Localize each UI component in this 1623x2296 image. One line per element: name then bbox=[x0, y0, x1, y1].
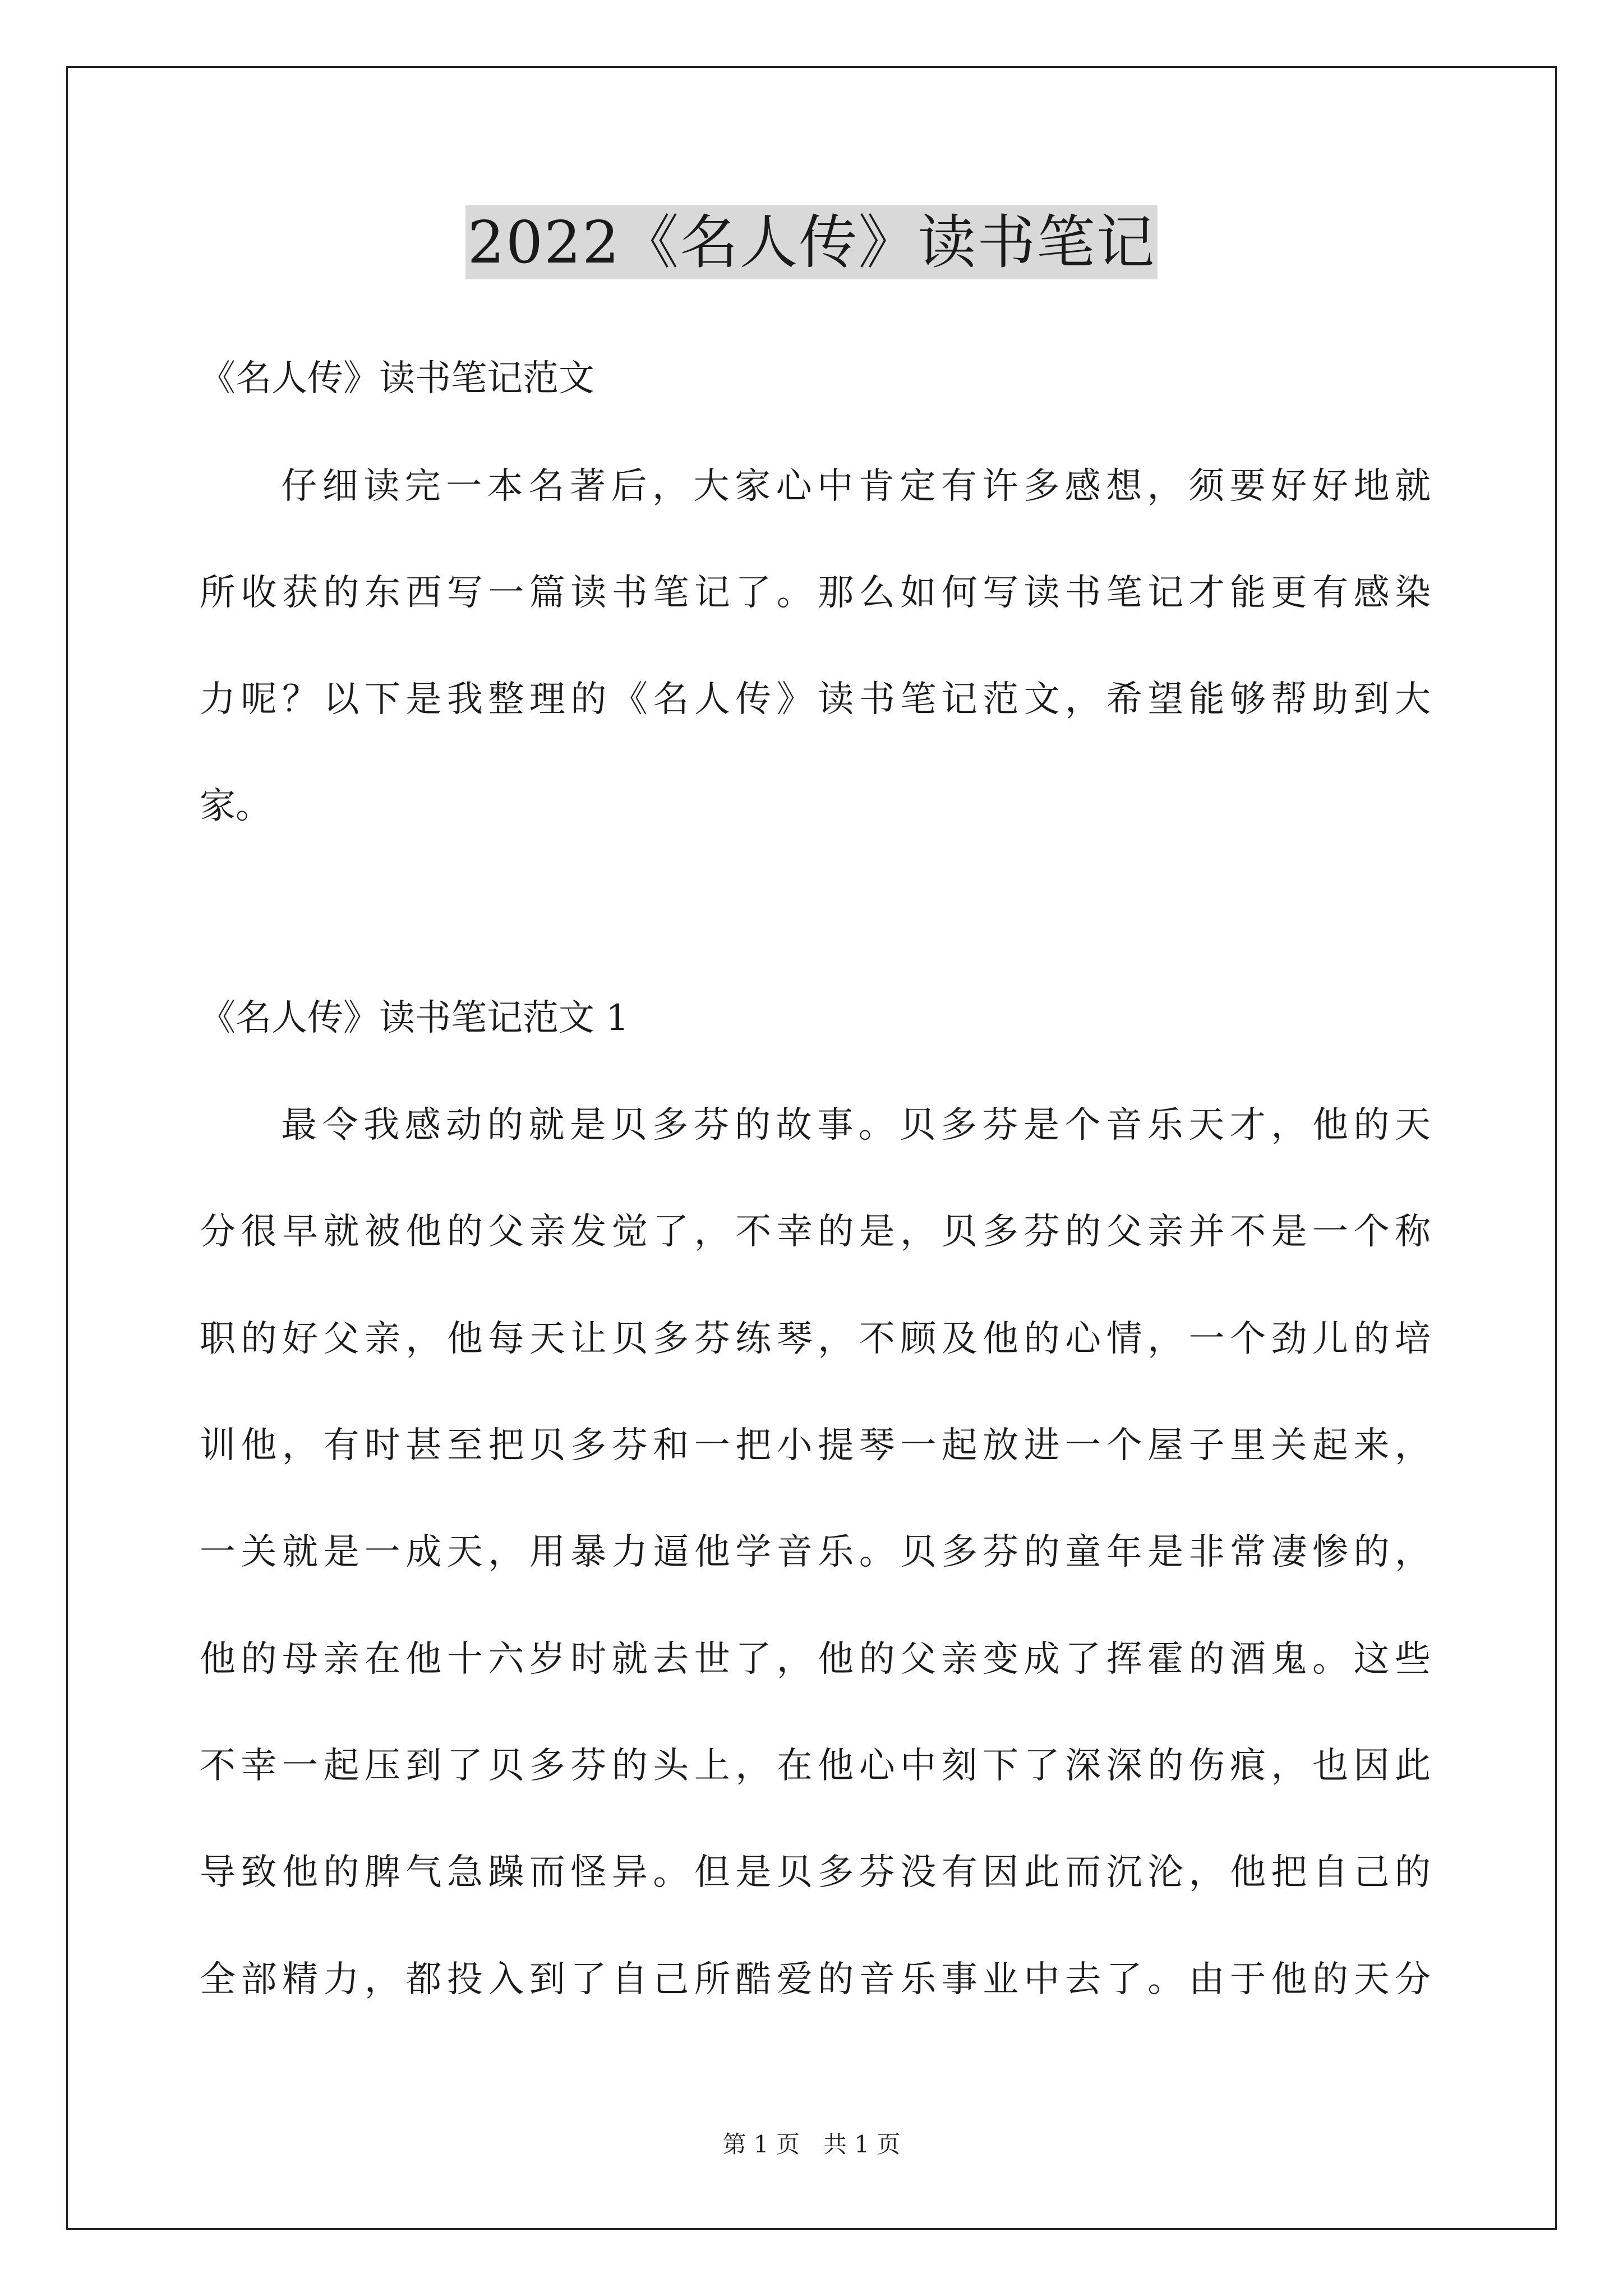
paragraph-line: 家。 bbox=[200, 785, 271, 827]
paragraph-line: 一关就是一成天，用暴力逼他学音乐。贝多芬的童年是非常凄惨的， bbox=[200, 1531, 1431, 1573]
paragraph-line: 不幸一起压到了贝多芬的头上，在他心中刻下了深深的伤痕，也因此 bbox=[200, 1745, 1431, 1787]
document-title: 2022《名人传》读书笔记 bbox=[465, 205, 1158, 279]
section-heading: 《名人传》读书笔记范文 1 bbox=[200, 997, 629, 1039]
paragraph-line: 他的母亲在他十六岁时就去世了，他的父亲变成了挥霍的酒鬼。这些 bbox=[200, 1639, 1431, 1680]
intro-heading: 《名人传》读书笔记范文 bbox=[200, 358, 594, 399]
paragraph-line: 仔细读完一本名著后，大家心中肯定有许多感想，须要好好地就 bbox=[281, 466, 1431, 507]
paragraph-line: 导致他的脾气急躁而怪异。但是贝多芬没有因此而沉沦，他把自己的 bbox=[200, 1852, 1431, 1893]
paragraph-line: 训他，有时甚至把贝多芬和一把小提琴一起放进一个屋子里关起来， bbox=[200, 1425, 1431, 1466]
paragraph-line: 力呢？以下是我整理的《名人传》读书笔记范文，希望能够帮助到大 bbox=[200, 679, 1431, 720]
title-container bbox=[0, 205, 1623, 279]
paragraph-line: 全部精力，都投入到了自己所酷爱的音乐事业中去了。由于他的天分 bbox=[200, 1959, 1431, 2000]
paragraph-line: 职的好父亲，他每天让贝多芬练琴，不顾及他的心情，一个劲儿的培 bbox=[200, 1318, 1431, 1360]
page-footer: 第 1 页 共 1 页 bbox=[722, 2131, 901, 2158]
paragraph-line: 最令我感动的就是贝多芬的故事。贝多芬是个音乐天才，他的天 bbox=[281, 1105, 1431, 1146]
paragraph-line: 所收获的东西写一篇读书笔记了。那么如何写读书笔记才能更有感染 bbox=[200, 572, 1431, 614]
paragraph-line: 分很早就被他的父亲发觉了，不幸的是，贝多芬的父亲并不是一个称 bbox=[200, 1211, 1431, 1253]
